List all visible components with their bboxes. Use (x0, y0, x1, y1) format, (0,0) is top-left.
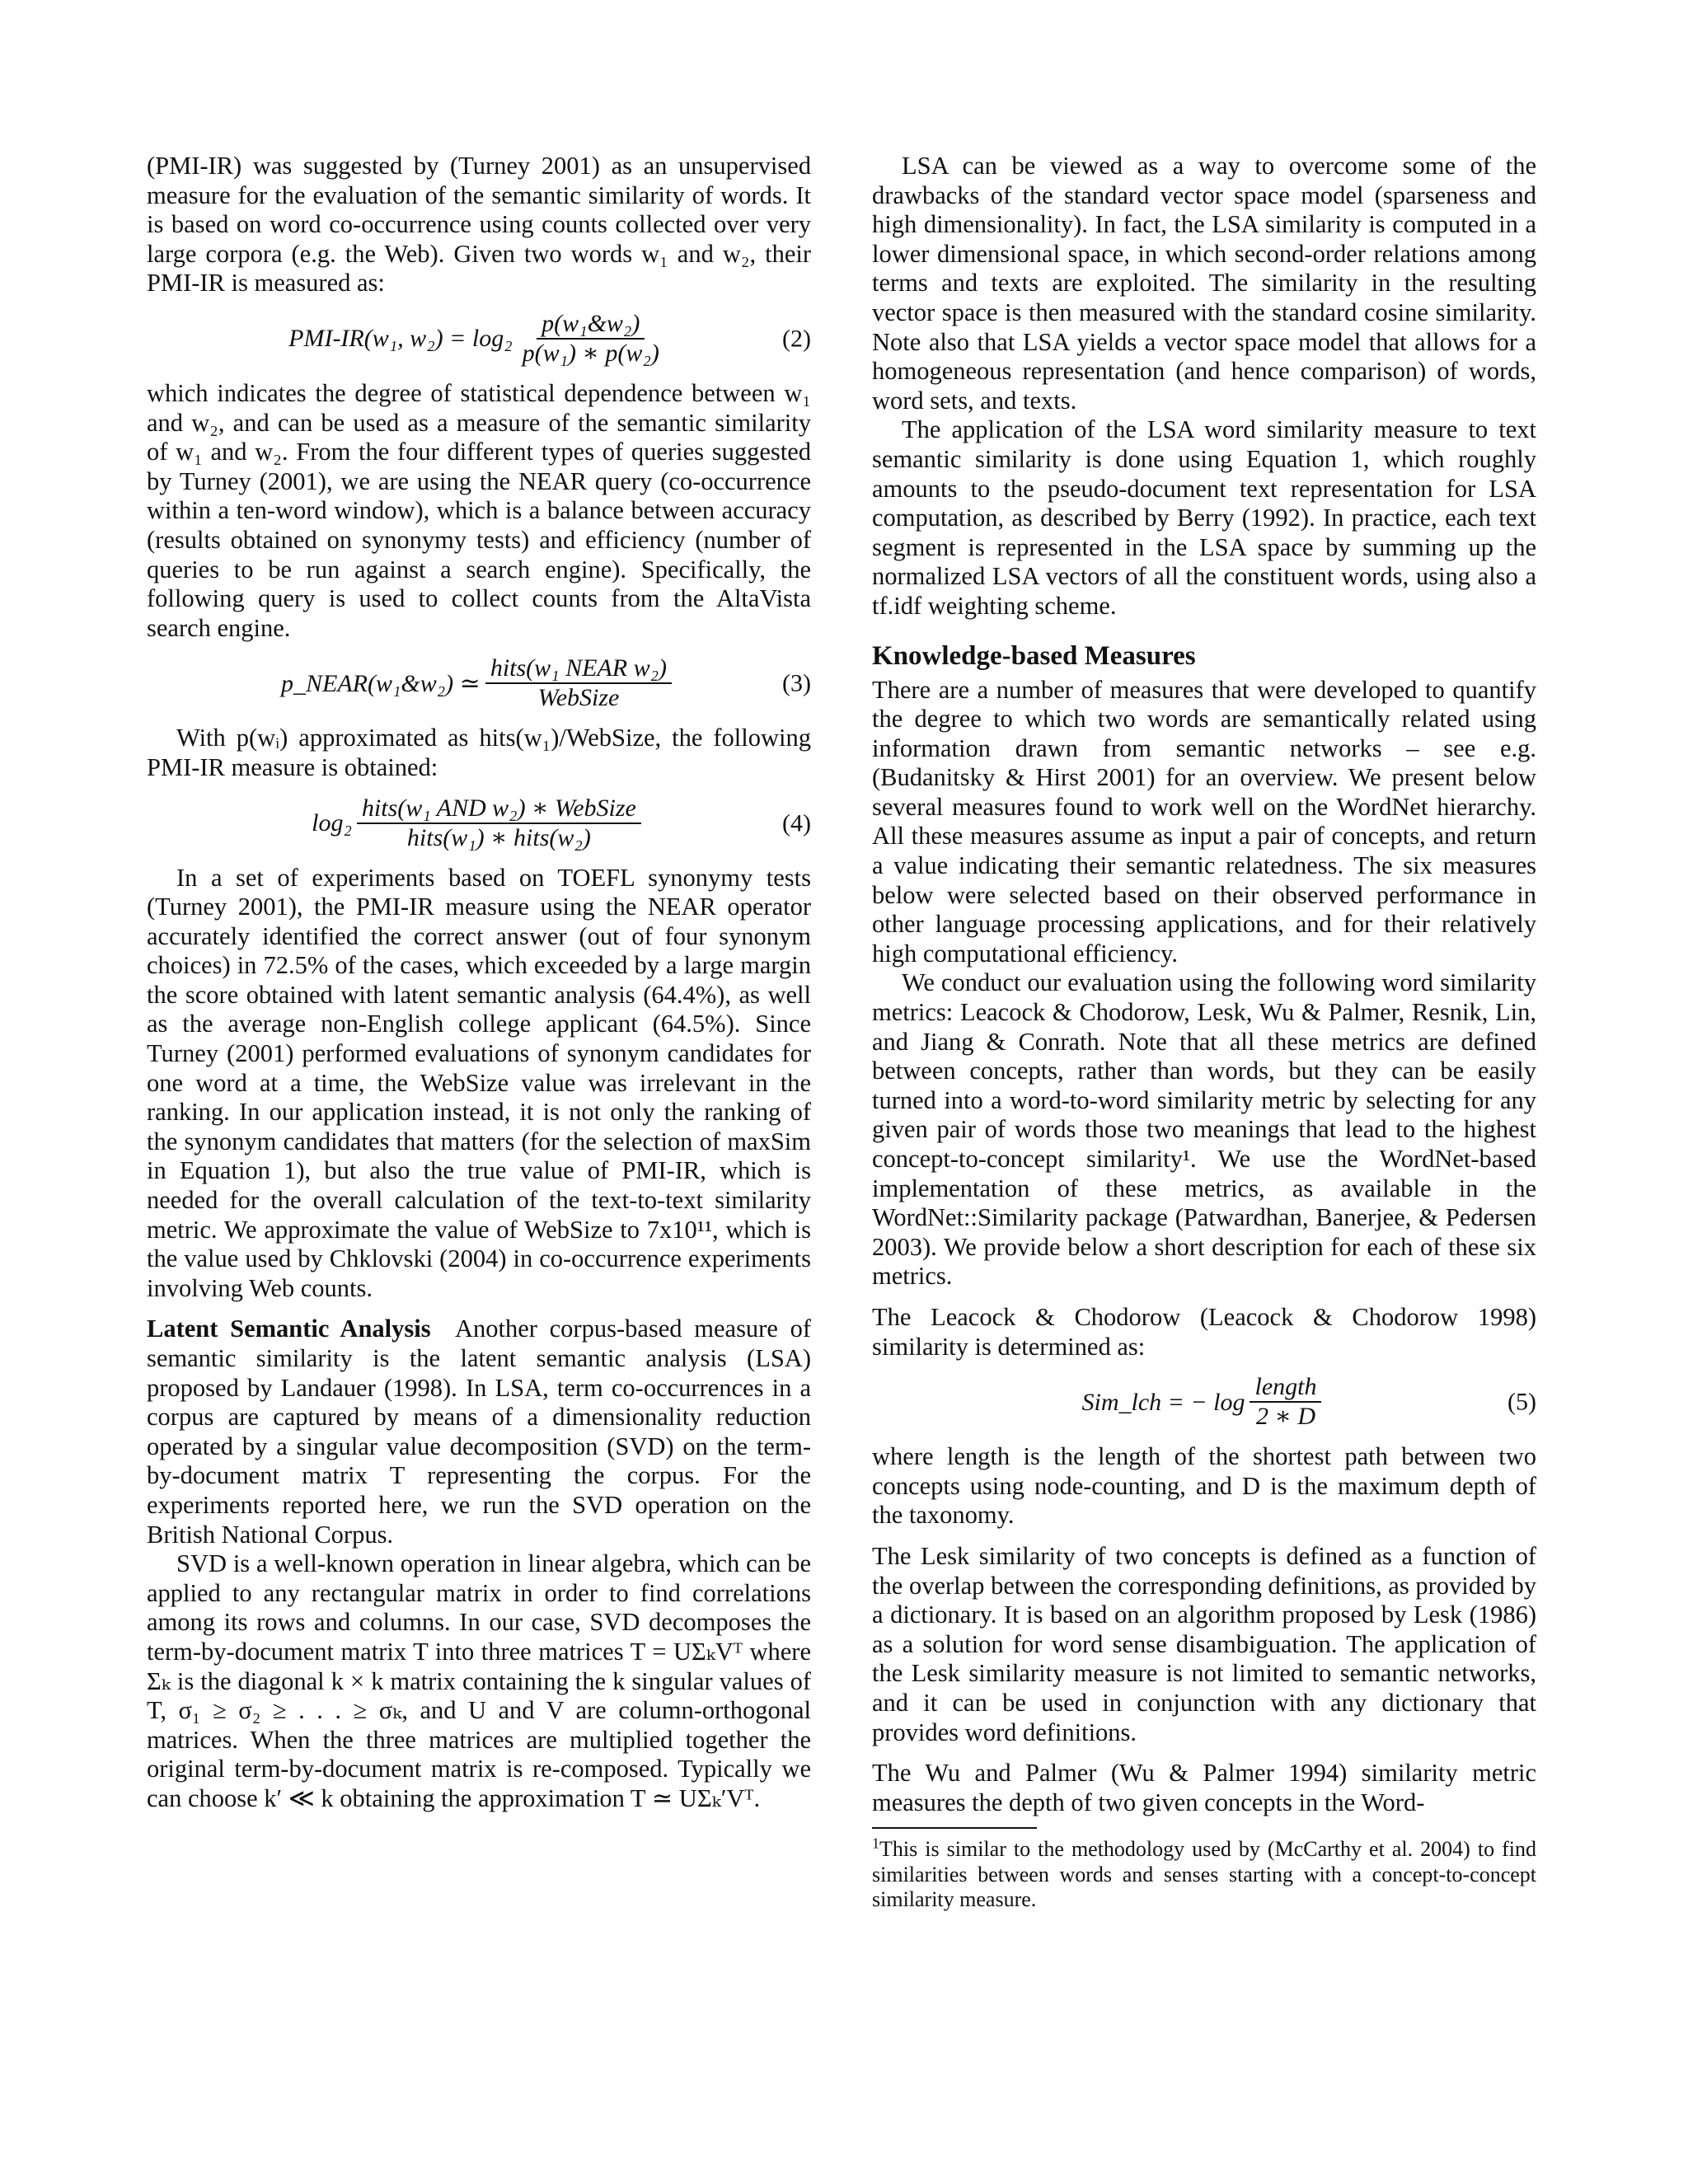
equation-lhs: log₂ (312, 809, 352, 837)
equation-2 (147, 310, 811, 368)
equation-fraction (518, 310, 664, 368)
equation-denominator: hits(w₁) ∗ hits(w₂) (406, 823, 591, 851)
paragraph: The application of the LSA word similarity measure to text semantic similarity is done using Equation 1, which roughly amounts to the pseudo-document text representation for LSA computation, as described by Berry (1992). In practice, each text segment is represented in the LSA space by summing up the normalized LSA vectors of all the constituent words, using also a tf.idf weighting scheme. (872, 415, 1536, 620)
paragraph: There are a number of measures that were developed to quantify the degree to which two words are semantically related using information drawn from semantic networks – see e.g. (Budanitsky & Hirst 2001) for an overview. We present below several measures found to work well on the WordNet hierarchy. All these measures assume as input a pair of concepts, and return a value indicating their semantic relatedness. The six measures below were selected based on their observed performance in other language processing applications, and for their relatively high computational efficiency. (872, 675, 1536, 968)
equation-3 (147, 654, 811, 712)
equation-fraction (1250, 1373, 1321, 1431)
equation-lhs: p_NEAR(w₁&w₂) ≃ (280, 669, 481, 697)
paragraph: With p(wᵢ) approximated as hits(w₁)/WebSize, the following PMI-IR measure is obtained: (147, 724, 811, 781)
equation-denominator: WebSize (537, 684, 620, 712)
equation-fraction (485, 654, 672, 712)
paragraph: We conduct our evaluation using the following word similarity metrics: Leacock & Chodorow, Lesk, Wu & Palmer, Resnik, Lin, and Jiang & Conrath. Note that all these metrics are defined between concepts, rather than words, but they can be easily turned into a word-to-word similarity metric by selecting for any given pair of words those two meanings that lead to the highest concept-to-concept similarity¹. We use the WordNet-based implementation of these metrics, as available in the WordNet::Similarity package (Patwardhan, Banerjee, & Pedersen 2003). We provide below a short description for each of these six metrics. (872, 968, 1536, 1291)
paragraph-body: Another corpus-based measure of semantic similarity is the latent semantic analysis (LSA) proposed by Landauer (1998). In LSA, term co-occurrences in a corpus are captured by means of a dimensionality reduction operated by a singular value decomposition (SVD) on the term-by-document matrix T representing the corpus. For the experiments reported here, we run the SVD operation on the British National Corpus. (147, 1315, 811, 1549)
section-heading: Knowledge-based Measures (872, 640, 1196, 671)
equation-fraction (357, 794, 641, 852)
equation-denominator: p(w₁) ∗ p(w₂) (522, 339, 659, 367)
equation-numerator: length (1250, 1373, 1321, 1403)
footnote (872, 1837, 1536, 1913)
paragraph: LSA can be viewed as a way to overcome some of the drawbacks of the standard vector space model (sparseness and high dimensionality). In fact, the LSA similarity is computed in a lower dimensional space, in which second-order relations among terms and texts are exploited. The similarity in the resulting vector space is then measured with the standard cosine similarity. Note also that LSA yields a vector space model that allows for a homogeneous representation (and hence comparison) of words, word sets, and texts. (872, 152, 1536, 415)
footnote-mark: 1 (872, 1835, 879, 1852)
paragraph: SVD is a well-known operation in linear algebra, which can be applied to any rectangular matrix in order to find correlations among its rows and columns. In our case, SVD decomposes the term-by-document matrix T into three matrices T = UΣₖVᵀ where Σₖ is the diagonal k × k matrix containing the k singular values of T, σ₁ ≥ σ₂ ≥ . . . ≥ σₖ, and U and V are column-orthogonal matrices. When the three matrices are multiplied together the original term-by-document matrix is re-composed. Typically we can choose k′ ≪ k obtaining the approximation T ≃ UΣₖ′Vᵀ. (147, 1549, 811, 1812)
footnote-rule (872, 1827, 1037, 1829)
footnote-text: This is similar to the methodology used by (McCarthy et al. 2004) to find similarities between words and senses starting with a concept-to-concept similarity measure. (872, 1837, 1536, 1912)
equation-number: (4) (782, 809, 811, 837)
equation-lhs: Sim_lch = − log (1081, 1388, 1245, 1416)
equation-numerator: hits(w₁ NEAR w₂) (485, 654, 672, 684)
paragraph: where length is the length of the shortest path between two concepts using node-counting, and D is the maximum depth of the taxonomy. (872, 1442, 1536, 1530)
paragraph: The Leacock & Chodorow (Leacock & Chodorow 1998) similarity is determined as: (872, 1302, 1536, 1361)
equation-5 (872, 1373, 1536, 1431)
paragraph: which indicates the degree of statistical dependence between w₁ and w₂, and can be used as a measure of the semantic similarity of w₁ and w₂. From the four different types of queries suggested by Turney (2001), we are using the NEAR query (co-occurrence within a ten-word window), which is a balance between accuracy (results obtained on synonymy tests) and efficiency (number of queries to be run against a search engine). Specifically, the following query is used to collect counts from the AltaVista search engine. (147, 378, 811, 642)
equation-numerator: p(w₁&w₂) (537, 310, 645, 340)
equation-number: (2) (782, 325, 811, 353)
run-in-heading: Latent Semantic Analysis (147, 1315, 431, 1343)
lsa-paragraph (147, 1315, 811, 1549)
paragraph: In a set of experiments based on TOEFL synonymy tests (Turney 2001), the PMI-IR measure using the NEAR operator accurately identified the correct answer (out of four synonym choices) in 72.5% of the cases, which exceeded by a large margin the score obtained with latent semantic analysis (64.4%), as well as the average non-English college applicant (64.5%). Since Turney (2001) performed evaluations of synonym candidates for one word at a time, the WebSize value was irrelevant in the ranking. In our application instead, it is not only the ranking of the synonym candidates that matters (for the selection of maxSim in Equation 1), but also the true value of PMI-IR, which is needed for the overall calculation of the text-to-text similarity metric. We approximate the value of WebSize to 7x10¹¹, which is the value used by Chklovski (2004) in co-occurrence experiments involving Web counts. (147, 863, 811, 1302)
equation-number: (3) (782, 669, 811, 697)
equation-lhs: PMI-IR(w₁, w₂) = log₂ (288, 325, 513, 353)
equation-numerator: hits(w₁ AND w₂) ∗ WebSize (357, 794, 641, 824)
equation-number: (5) (1507, 1388, 1536, 1416)
right-column (872, 152, 1536, 1913)
left-column (147, 152, 811, 1814)
equation-4 (147, 794, 811, 852)
paragraph: The Lesk similarity of two concepts is defined as a function of the overlap between the corresponding definitions, as provided by a dictionary. It is based on an algorithm proposed by Lesk (1986) as a solution for word sense disambiguation. The application of the Lesk similarity measure is not limited to semantic networks, and it can be used in conjunction with any dictionary that provides word definitions. (872, 1541, 1536, 1746)
paragraph: (PMI-IR) was suggested by (Turney 2001) as an unsupervised measure for the evaluation of the semantic similarity of words. It is based on word co-occurrence using counts collected over very large corpora (e.g. the Web). Given two words w₁ and w₂, their PMI-IR is measured as: (147, 152, 811, 298)
paragraph: The Wu and Palmer (Wu & Palmer 1994) similarity metric measures the depth of two given concepts in the Word- (872, 1759, 1536, 1816)
equation-denominator: 2 ∗ D (1255, 1403, 1316, 1431)
